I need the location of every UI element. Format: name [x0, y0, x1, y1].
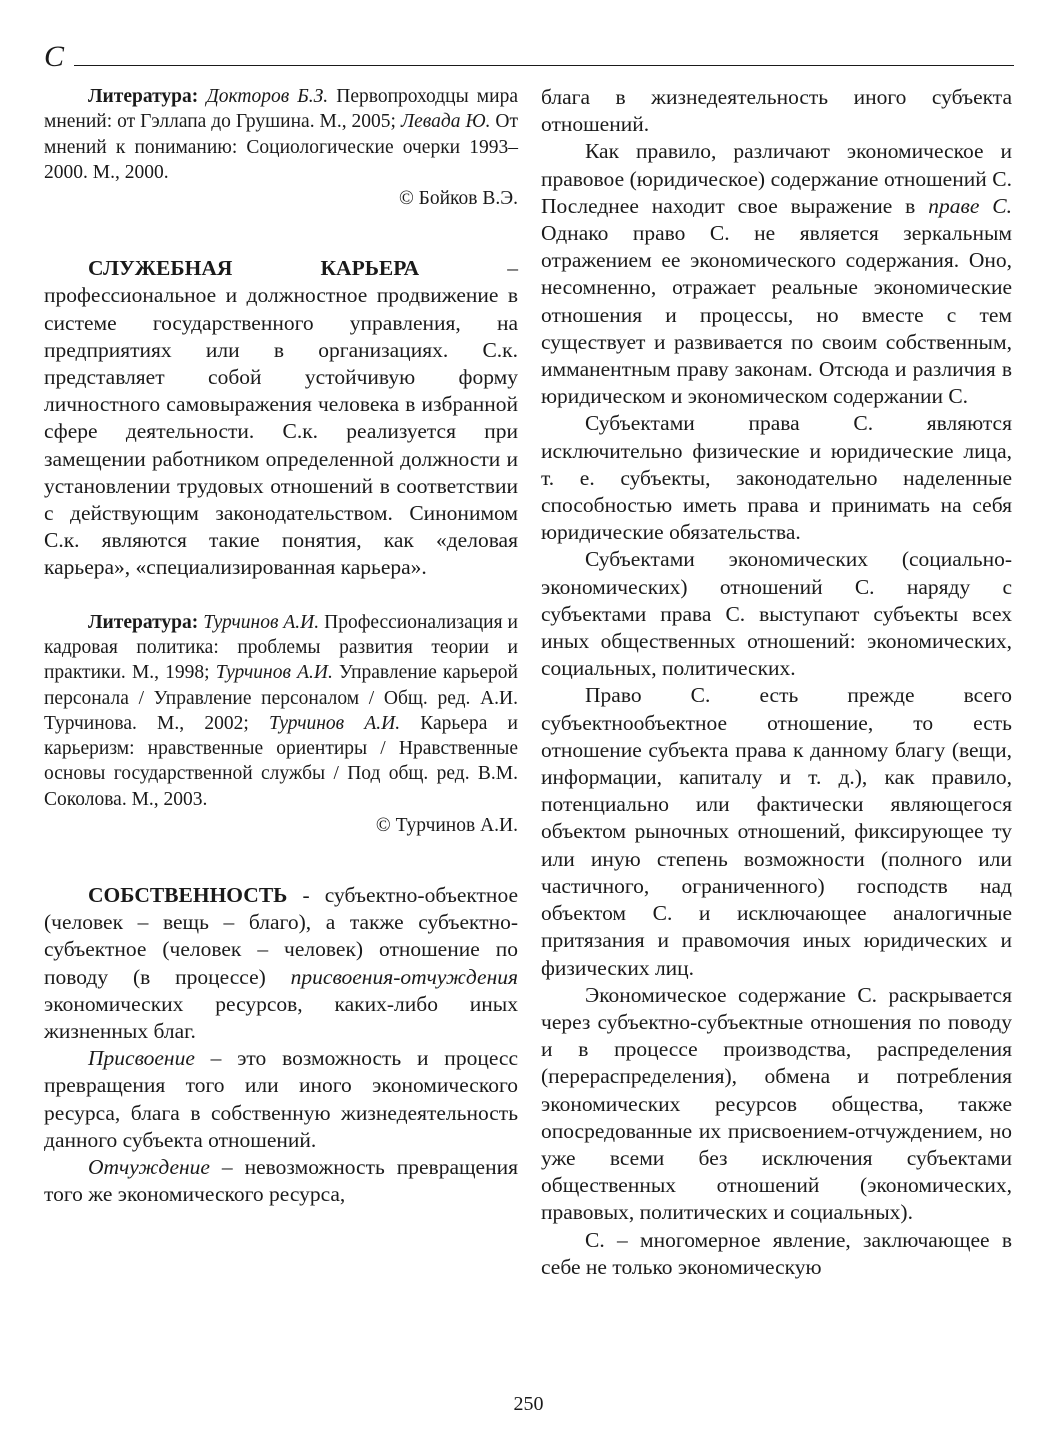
literature-label: Литература: [88, 86, 199, 107]
paragraph-prisvoenie: Присвоение – это возможность и процесс превращения того или иного экономического ресурса, блага в собственную жизнедеятельность данного субъекта отношений. [44, 1046, 518, 1152]
entry-term: СЛУЖЕБНАЯ КАРЬЕРА [88, 256, 420, 281]
entry-term: СОБСТВЕННОСТЬ [88, 883, 288, 907]
paragraph: Экономическое содержание С. раскрывается через субъектно-субъектные отношения по поводу и в процессе производства, распределения (перераспределения), обмена и потребления экономических ресурсов общества, также опосредованные их присвоением-отчуждением, но уже всеми без исключения субъектами общественных отношений (экономических, правовых, политических и социальных). [541, 982, 1012, 1225]
right-column [541, 84, 1012, 1281]
author-ref: Турчинов А.И. [203, 611, 320, 633]
paragraph: Как правило, различают экономическое и правовое (юридическое) содержание отношений С. Последнее находит свое выражение в праве С. Однако право С. не является зеркальным отражением ее экономического содержания. Оно, несомненно, отражает реальные экономические отношения и процессы, но вместе с тем существует и развивается по своим собственным, имманентным праву законам. Отсюда и различия в юридическом и экономическом содержании С. [541, 139, 1012, 409]
author-ref: Левада Ю. [400, 111, 491, 133]
paragraph: Субъектами экономических (социально-экономических) отношений С. наряду с субъектами права С. выступают субъекты всех иных общественных отношений: экономических, социальных, политических. [541, 547, 1012, 681]
entry-sluzhebnaya-karera: СЛУЖЕБНАЯ КАРЬЕРА – профессиональное и должностное продвижение в системе государственного управления, на предприятиях или в организациях. С.к. представляет собой устойчивую форму личностного самовыражения человека в избранной сфере деятельности. С.к. реализуется при замещении работником определенной должности и установлении трудовых отношений в соответствии с действующим законодательством. Синонимом С.к. являются такие понятия, как «деловая карьера», «специализированная карьера». [44, 256, 518, 580]
running-header [44, 40, 1014, 74]
author-ref: Докторов Б.З. [206, 86, 329, 107]
paragraph: С. – многомерное явление, заключающее в себе не только экономическую [541, 1227, 1012, 1279]
literature-block-1: Литература: Докторов Б.З. Первопроходцы мира мнений: от Гэллапа до Грушина. М., 2005; Левада Ю. От мнений к пониманию: Социологические очерки 1993–2000. М., 2000. [44, 86, 519, 183]
author-ref: Турчинов А.И. [215, 662, 333, 684]
literature-block-2: Литература: Турчинов А.И. Профессионализация и кадровая политика: проблемы развития теории и практики. М., 1998; Турчинов А.И. Управление карьерой персонала / Управление персоналом / Общ. ред. А.И. Турчинова. М., 2002; Турчинов А.И. Карьера и карьеризм: нравственные ориентиры / Нравственные основы государственной службы / Под общ. ред. В.М. Соколова. М., 2003. [44, 611, 518, 810]
literature-label: Литература: [88, 611, 199, 633]
header-letter: С [44, 40, 65, 73]
paragraph-otchuzhdenie: Отчуждение – невозможность превращения того же экономического ресурса, [44, 1155, 518, 1207]
entry-sobstvennost: СОБСТВЕННОСТЬ - субъектно-объектное (человек – вещь – благо), а также субъектно-субъектное (человек – человек) отношение по поводу (в процессе) присвоения-отчуждения экономических ресурсов, каких-либо иных жизненных благ. [44, 883, 518, 1044]
author-ref: Турчинов А.И. [268, 712, 401, 734]
paragraph: Право С. есть прежде всего субъектнообъектное отношение, то есть отношение субъекта права к данному благу (вещи, информации, капиталу и т. д.), как правило, потенциально или фактически являющегося объектом рыночных отношений, фиксирующее ту или иную степень возможности (полного или частичного, ограниченного) господств над объектом С. и исключающее аналогичные притязания и правомочия иных юридических и физических лиц. [541, 683, 1012, 980]
left-column [44, 84, 518, 1208]
paragraph: блага в жизнедеятельность иного субъекта отношений. [541, 85, 1012, 137]
paragraph: Субъектами права С. являются исключительно физические и юридические лица, т. е. субъекты, законодательно наделенные способностью иметь права и принимать на себя юридические обязательства. [541, 411, 1012, 545]
header-rule [74, 65, 1014, 66]
author-signature: © Турчинов А.И. [375, 815, 518, 836]
page-number: 250 [513, 1393, 544, 1415]
author-signature: © Бойков В.Э. [398, 188, 518, 210]
